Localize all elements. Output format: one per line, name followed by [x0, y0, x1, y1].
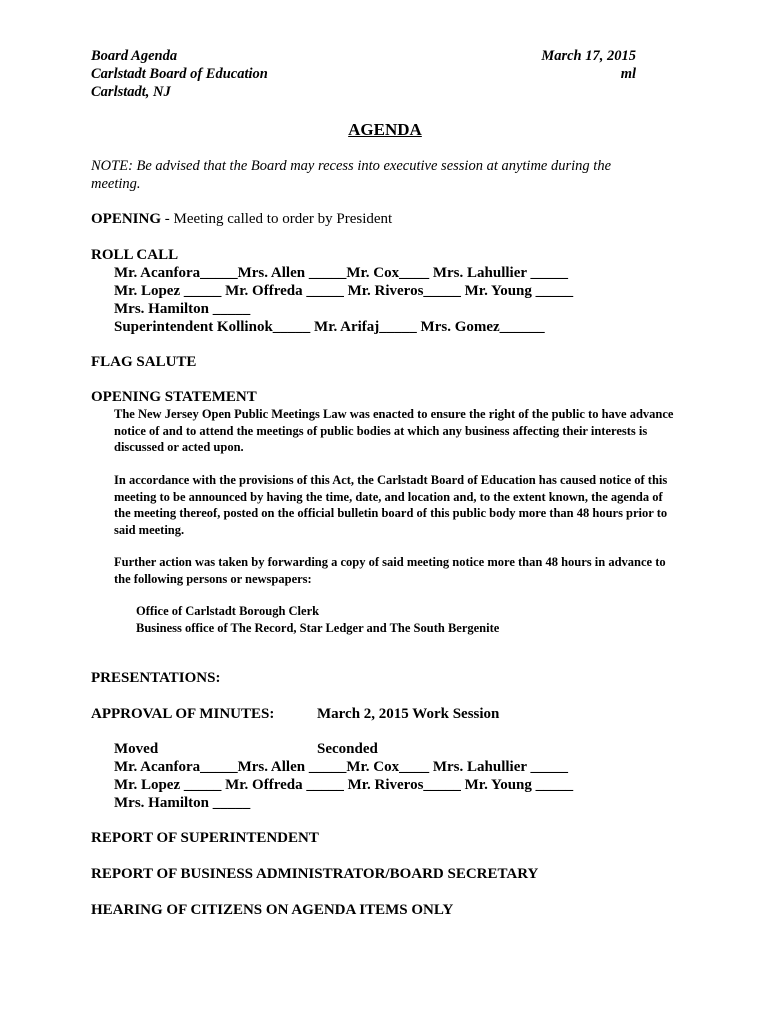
roll-call-line: Mrs. Hamilton _____ [114, 301, 251, 317]
report-superintendent-heading: REPORT OF SUPERINTENDENT [91, 830, 319, 846]
executive-session-note: NOTE: Be advised that the Board may recess into executive session at anytime during the meeting. [91, 158, 612, 192]
roll-call-line: Mr. Acanfora_____Mrs. Allen _____Mr. Cox____ Mrs. Lahullier _____ [114, 265, 568, 281]
approval-vote-section [91, 740, 573, 812]
recipient-item: Office of Carlstadt Borough Clerk [136, 604, 320, 618]
moved-label: Moved [114, 741, 159, 757]
header-board-agenda: Board Agenda [91, 48, 178, 64]
opening-statement-para-2: In accordance with the provisions of this Act, the Carlstadt Board of Education has caused notice of this meeting to be announced by having the time, date, and location and, to the extent known, the agenda of the meeting thereof, posted on the official bulletin board of this public body more than 48 hours prior to said meeting. [114, 473, 668, 537]
approval-label: APPROVAL OF MINUTES: [91, 706, 275, 722]
vote-line: Mr. Acanfora_____Mrs. Allen _____Mr. Cox____ Mrs. Lahullier _____ [114, 759, 568, 775]
presentations-heading: PRESENTATIONS: [91, 670, 221, 686]
approval-value: March 2, 2015 Work Session [317, 706, 500, 722]
roll-call-line: Superintendent Kollinok_____ Mr. Arifaj_____ Mrs. Gomez______ [114, 319, 545, 335]
header-right [541, 47, 636, 83]
approval-of-minutes-line [91, 705, 499, 723]
moved-seconded-line [91, 740, 573, 758]
header-board-name: Carlstadt Board of Education [91, 66, 268, 82]
header-initials: ml [620, 66, 636, 82]
header-left [91, 47, 268, 101]
page-title: AGENDA [348, 120, 422, 139]
roll-call-section [91, 246, 573, 336]
roll-call-label: ROLL CALL [91, 247, 179, 263]
opening-line [91, 210, 392, 228]
opening-statement-para-3: Further action was taken by forwarding a copy of said meeting notice more than 48 hours in advance to the following persons or newspapers: [114, 555, 666, 586]
recipients-list [136, 603, 499, 636]
flag-salute-heading: FLAG SALUTE [91, 354, 197, 370]
vote-line: Mr. Lopez _____ Mr. Offreda _____ Mr. Riveros_____ Mr. Young _____ [114, 777, 574, 793]
opening-statement-para-1: The New Jersey Open Public Meetings Law was enacted to ensure the right of the public to have advance notice of and to attend the meetings of public bodies at which any business affecting their interests is discussed or acted upon. [114, 407, 674, 454]
recipient-item: Business office of The Record, Star Ledger and The South Bergenite [136, 620, 500, 635]
header-date: March 17, 2015 [541, 48, 636, 64]
vote-line: Mrs. Hamilton _____ [114, 795, 251, 811]
seconded-label: Seconded [317, 741, 378, 757]
opening-label: OPENING [91, 211, 162, 227]
hearing-citizens-heading: HEARING OF CITIZENS ON AGENDA ITEMS ONLY [91, 902, 454, 918]
roll-call-line: Mr. Lopez _____ Mr. Offreda _____ Mr. Riveros_____ Mr. Young _____ [114, 283, 574, 299]
header-location: Carlstadt, NJ [91, 84, 171, 100]
opening-statement-heading: OPENING STATEMENT [91, 389, 257, 405]
report-business-heading: REPORT OF BUSINESS ADMINISTRATOR/BOARD SECRETARY [91, 866, 539, 882]
opening-text: - Meeting called to order by President [161, 211, 393, 227]
